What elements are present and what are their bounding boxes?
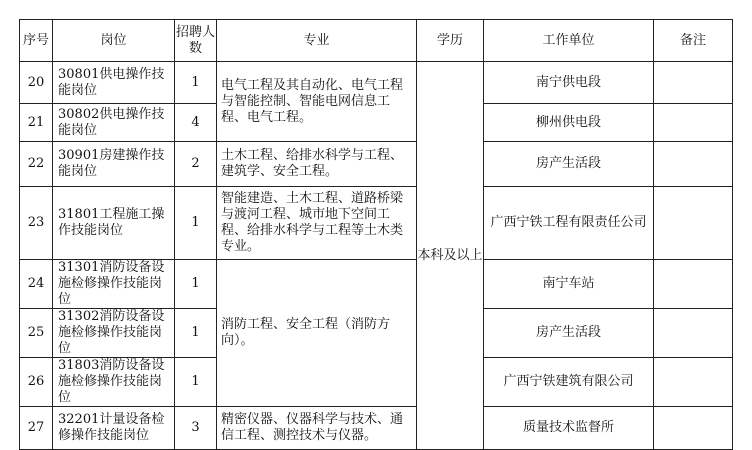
cell-seq: 20 xyxy=(20,62,53,104)
cell-employer: 房产生活段 xyxy=(484,309,654,358)
table-row xyxy=(20,62,733,104)
cell-employer: 柳州供电段 xyxy=(484,104,654,142)
cell-count: 1 xyxy=(175,187,217,260)
table-row xyxy=(20,187,733,260)
cell-employer: 南宁车站 xyxy=(484,260,654,309)
cell-major: 消防工程、安全工程（消防方向）。 xyxy=(217,260,417,407)
cell-post: 31803消防设备设施检修操作技能岗位 xyxy=(53,358,175,407)
cell-employer: 南宁供电段 xyxy=(484,62,654,104)
header-major: 专业 xyxy=(217,20,417,62)
cell-remarks xyxy=(654,62,733,104)
cell-post: 30802供电操作技能岗位 xyxy=(53,104,175,142)
cell-major: 精密仪器、仪器科学与技术、通信工程、测控技术与仪器。 xyxy=(217,407,417,450)
cell-post: 31302消防设备设施检修操作技能岗位 xyxy=(53,309,175,358)
cell-count: 2 xyxy=(175,142,217,187)
cell-post: 32201计量设备检修操作技能岗位 xyxy=(53,407,175,450)
cell-seq: 25 xyxy=(20,309,53,358)
header-row xyxy=(20,20,733,62)
cell-remarks xyxy=(654,260,733,309)
cell-post: 31301消防设备设施检修操作技能岗位 xyxy=(53,260,175,309)
cell-count: 1 xyxy=(175,309,217,358)
table-row xyxy=(20,407,733,450)
cell-remarks xyxy=(654,187,733,260)
cell-employer: 广西宁铁工程有限责任公司 xyxy=(484,187,654,260)
header-post: 岗位 xyxy=(53,20,175,62)
header-seq: 序号 xyxy=(20,20,53,62)
recruitment-table xyxy=(19,19,733,450)
cell-post: 30901房建操作技能岗位 xyxy=(53,142,175,187)
cell-seq: 27 xyxy=(20,407,53,450)
cell-employer: 房产生活段 xyxy=(484,142,654,187)
cell-seq: 21 xyxy=(20,104,53,142)
cell-major: 电气工程及其自动化、电气工程与智能控制、智能电网信息工程、电气工程。 xyxy=(217,62,417,142)
cell-major: 智能建造、土木工程、道路桥梁与渡河工程、城市地下空间工程、给排水科学与工程等土木类专业。 xyxy=(217,187,417,260)
cell-count: 3 xyxy=(175,407,217,450)
cell-remarks xyxy=(654,142,733,187)
cell-count: 1 xyxy=(175,260,217,309)
header-remarks: 备注 xyxy=(654,20,733,62)
cell-count: 1 xyxy=(175,62,217,104)
cell-remarks xyxy=(654,104,733,142)
cell-employer: 质量技术监督所 xyxy=(484,407,654,450)
cell-major: 土木工程、给排水科学与工程、建筑学、安全工程。 xyxy=(217,142,417,187)
cell-post: 31801工程施工操作技能岗位 xyxy=(53,187,175,260)
cell-remarks xyxy=(654,309,733,358)
cell-education: 本科及以上 xyxy=(417,62,484,450)
cell-remarks xyxy=(654,407,733,450)
cell-count: 1 xyxy=(175,358,217,407)
cell-seq: 23 xyxy=(20,187,53,260)
header-education: 学历 xyxy=(417,20,484,62)
cell-employer: 广西宁铁建筑有限公司 xyxy=(484,358,654,407)
cell-post: 30801供电操作技能岗位 xyxy=(53,62,175,104)
header-employer: 工作单位 xyxy=(484,20,654,62)
header-count: 招聘人数 xyxy=(175,20,217,62)
cell-seq: 22 xyxy=(20,142,53,187)
cell-seq: 24 xyxy=(20,260,53,309)
cell-seq: 26 xyxy=(20,358,53,407)
cell-count: 4 xyxy=(175,104,217,142)
table-row xyxy=(20,142,733,187)
cell-remarks xyxy=(654,358,733,407)
table-row xyxy=(20,260,733,309)
